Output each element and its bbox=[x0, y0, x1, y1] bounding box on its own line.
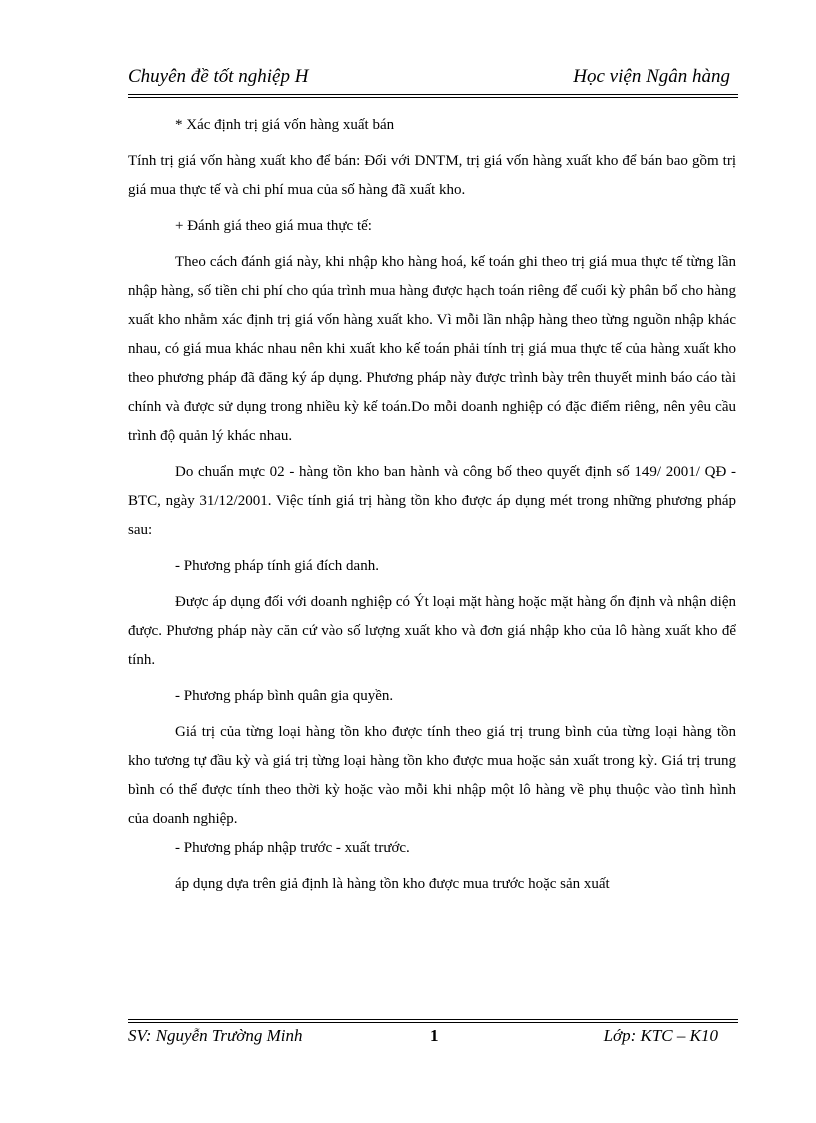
footer-student-name: SV: Nguyễn Trường Minh bbox=[128, 1026, 303, 1045]
paragraph: áp dụng dựa trên giả định là hàng tồn kho được mua trước hoặc sản xuất bbox=[175, 876, 610, 892]
page-header bbox=[128, 66, 736, 92]
footer-rule bbox=[128, 1019, 738, 1020]
paragraph: Theo cách đánh giá này, khi nhập kho hàng hoá, kế toán ghi theo trị giá mua thực tế từng lần nhập hàng, số tiền chi phí cho qúa trình mua hàng được hạch toán riêng để cuối kỳ phân bổ cho hàng xuất kho nhằm xác định trị giá vốn hàng xuất kho. Vì mỗi lần nhập hàng theo từng nguồn nhập khác nhau, có giá mua khác nhau nên khi xuất kho kế toán phải tính trị giá mua thực tế của hàng xuất kho theo phương pháp đã đăng ký áp dụng. Phương pháp này được trình bày trên thuyết minh báo cáo tài chính và được sử dụng trong nhiều kỳ kế toán.Do mỗi doanh nghiệp có đặc điểm riêng, nên yêu cầu trình độ quản lý khác nhau. bbox=[128, 254, 736, 444]
header-rule-double bbox=[128, 97, 738, 98]
paragraph: Tính trị giá vốn hàng xuất kho để bán: Đối với DNTM, trị giá vốn hàng xuất kho để bán bao gồm trị giá mua thực tế và chi phí mua của số hàng đã xuất kho. bbox=[128, 153, 736, 198]
document-body bbox=[128, 111, 736, 899]
footer-rule-double bbox=[128, 1022, 738, 1023]
header-document-title: Chuyên đề tốt nghiệp H bbox=[128, 66, 309, 87]
page-number: 1 bbox=[430, 1026, 439, 1045]
header-institution: Học viện Ngân hàng bbox=[573, 66, 730, 87]
method-heading: - Phương pháp bình quân gia quyền. bbox=[175, 688, 394, 704]
method-heading: - Phương pháp nhập trước - xuất trước. bbox=[175, 840, 410, 856]
paragraph: Do chuẩn mực 02 - hàng tồn kho ban hành và công bố theo quyết định số 149/ 2001/ QĐ - BTC, ngày 31/12/2001. Việc tính giá trị hàng tồn kho được áp dụng mét trong những phương pháp sau: bbox=[128, 464, 736, 538]
page-footer bbox=[128, 1026, 736, 1050]
header-rule bbox=[128, 94, 738, 95]
paragraph: Giá trị của từng loại hàng tồn kho được tính theo giá trị trung bình của từng loại hàng tồn kho tương tự đầu kỳ và giá trị từng loại hàng tồn kho được mua hoặc sản xuất trong kỳ. Giá trị trung bình có thể được tính theo thời kỳ hoặc vào mỗi khi nhập một lô hàng về phụ thuộc vào tình hình của doanh nghiệp. bbox=[128, 724, 736, 827]
section-heading: * Xác định trị giá vốn hàng xuất bán bbox=[175, 117, 395, 133]
footer-class: Lớp: KTC – K10 bbox=[603, 1026, 718, 1045]
method-heading: - Phương pháp tính giá đích danh. bbox=[175, 558, 379, 574]
subsection-heading: + Đánh giá theo giá mua thực tế: bbox=[175, 218, 372, 234]
paragraph: Được áp dụng đối với doanh nghiệp có Ýt loại mặt hàng hoặc mặt hàng ổn định và nhận diện được. Phương pháp này căn cứ vào số lượng xuất kho và đơn giá nhập kho của lô hàng xuất kho để tính. bbox=[128, 594, 736, 668]
